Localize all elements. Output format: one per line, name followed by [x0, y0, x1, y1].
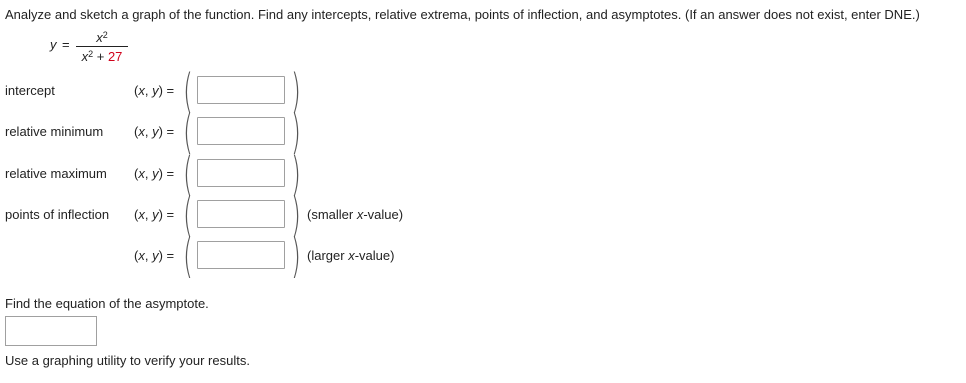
- open-paren: (: [183, 147, 193, 201]
- close-paren: ): [291, 105, 301, 159]
- instructions-text: Analyze and sketch a graph of the function. Find any intercepts, relative extrema, points of inflection, and asymptotes. (If an answer does not exist, enter DNE.): [5, 7, 920, 22]
- close-paren: ): [291, 64, 301, 118]
- xy-label: (x, y) =: [134, 248, 175, 263]
- inflection-smaller-input[interactable]: [198, 201, 284, 227]
- relative-minimum-input[interactable]: [198, 118, 284, 144]
- asymptote-input-box[interactable]: [5, 316, 97, 346]
- denominator-constant: 27: [107, 49, 123, 64]
- xy-label: (x, y) =: [134, 124, 175, 139]
- numerator-base: x: [96, 30, 103, 45]
- smaller-x-value-note: (smaller x-value): [307, 207, 404, 222]
- xy-label: (x, y) =: [134, 166, 175, 181]
- open-paren: (: [183, 188, 193, 242]
- open-paren: (: [183, 229, 193, 283]
- row-label-relative-maximum: relative maximum: [5, 166, 107, 181]
- intercept-input[interactable]: [198, 77, 284, 103]
- denominator-exponent: 2: [88, 49, 94, 59]
- close-paren: ): [291, 229, 301, 283]
- function-denominator: [76, 49, 128, 64]
- open-paren: (: [183, 105, 193, 159]
- function-fraction: [76, 30, 128, 64]
- relative-maximum-input[interactable]: [198, 160, 284, 186]
- function-lhs: y: [50, 37, 57, 52]
- asymptote-input[interactable]: [6, 317, 96, 345]
- relative-maximum-input-box[interactable]: [197, 159, 285, 187]
- xy-label: (x, y) =: [134, 83, 175, 98]
- inflection-smaller-input-box[interactable]: [197, 200, 285, 228]
- open-paren: (: [183, 64, 193, 118]
- row-label-intercept: intercept: [5, 83, 55, 98]
- intercept-input-box[interactable]: [197, 76, 285, 104]
- function-equals: =: [62, 37, 70, 52]
- row-label-points-of-inflection: points of inflection: [5, 207, 110, 222]
- numerator-exponent: 2: [102, 30, 108, 40]
- footer-text: Use a graphing utility to verify your results.: [5, 353, 250, 368]
- close-paren: ): [291, 188, 301, 242]
- close-paren: ): [291, 147, 301, 201]
- inflection-larger-input-box[interactable]: [197, 241, 285, 269]
- row-label-relative-minimum: relative minimum: [5, 124, 104, 139]
- xy-label: (x, y) =: [134, 207, 175, 222]
- function-numerator: [76, 30, 128, 45]
- larger-x-value-note: (larger x-value): [307, 248, 395, 263]
- denominator-plus: +: [93, 49, 108, 64]
- fraction-bar: [76, 46, 128, 47]
- denominator-base: x: [81, 49, 89, 64]
- relative-minimum-input-box[interactable]: [197, 117, 285, 145]
- inflection-larger-input[interactable]: [198, 242, 284, 268]
- asymptote-prompt: Find the equation of the asymptote.: [5, 296, 209, 311]
